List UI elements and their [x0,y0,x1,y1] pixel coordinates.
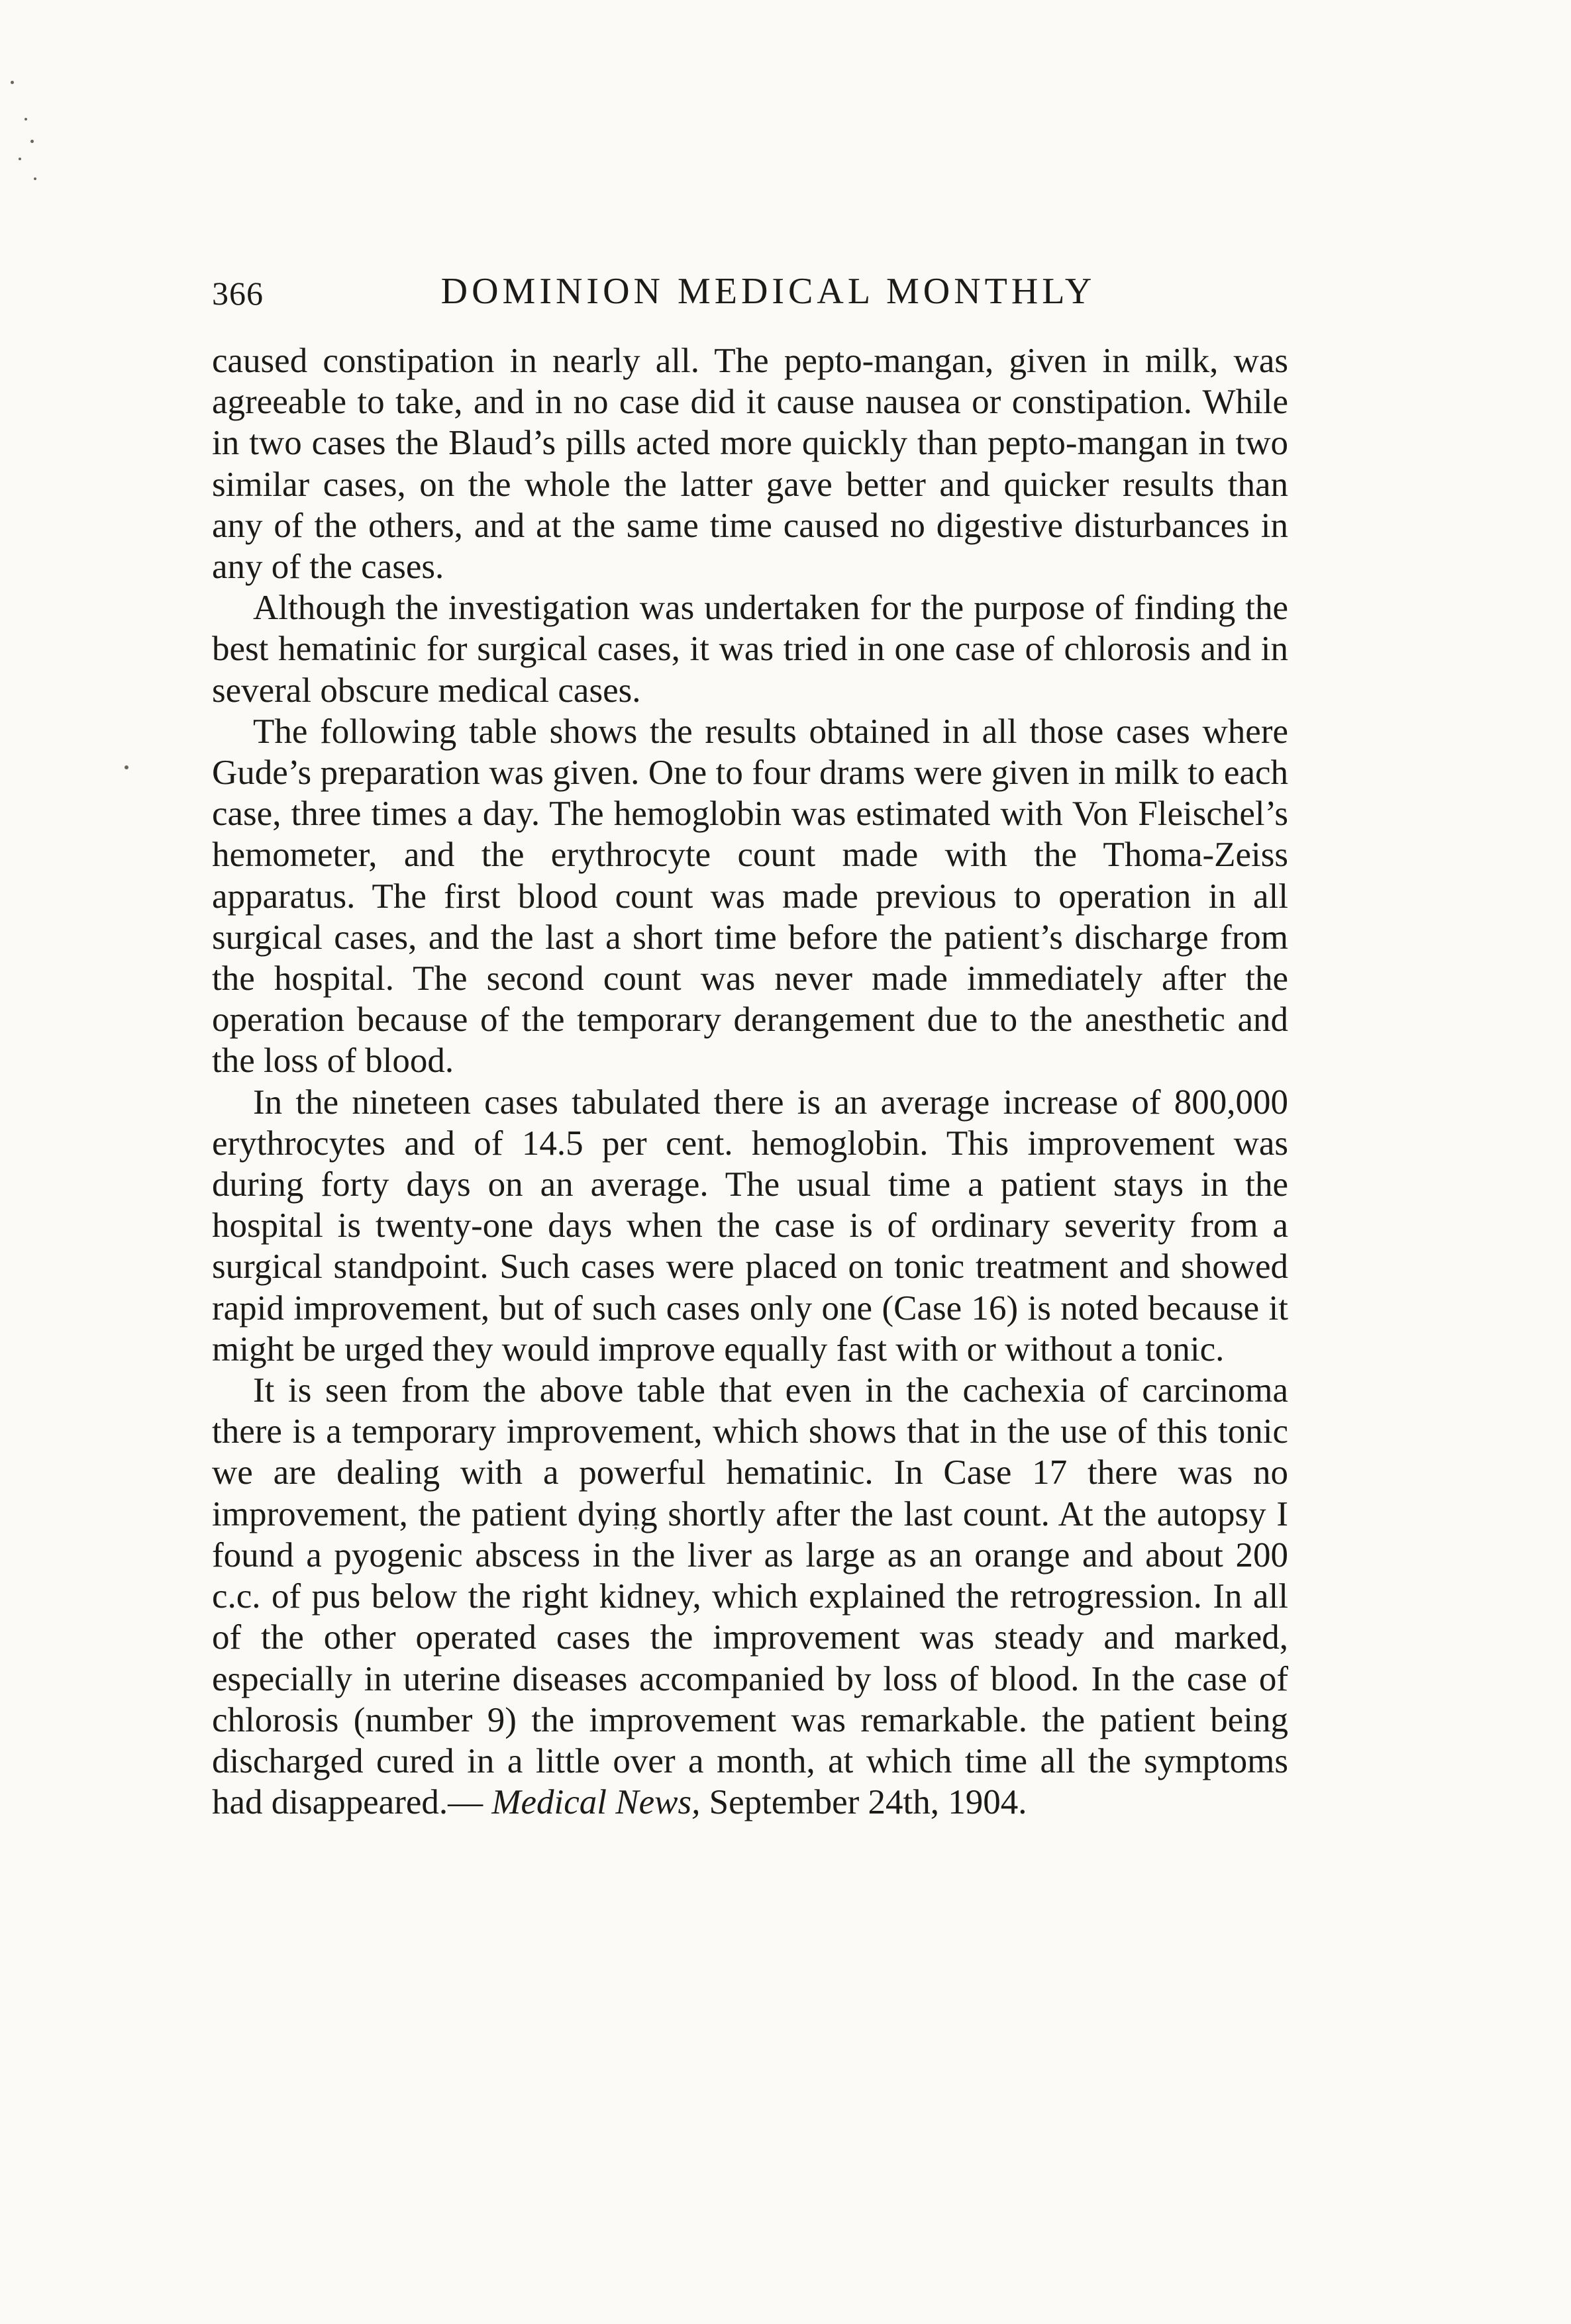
scan-speck [25,118,27,121]
body-paragraph: The following table shows the results obtained in all those cases where Gude’s preparation was given. One to four drams were given in milk to each case, three times a day. The hemoglobin was estimated with Von Fleischel’s hemometer, and the erythrocyte count made with the Thoma-Zeiss apparatus. The first blood count was made previous to operation in all surgical cases, and the last a short time before the patient’s discharge from the hospital. The second count was never made immediately after the operation because of the temporary derangement due to the anesthetic and the loss of blood. [212,712,1288,1081]
citation-source: Medical News, [491,1783,701,1822]
page-number: 366 [212,275,264,312]
body-paragraph: caused constipation in nearly all. The pepto-mangan, given in milk, was agreeable to take, and in no case did it cause nausea or constipation. While in two cases the Blaud’s pills acted more quickly than pepto-mangan in two similar cases, on the whole the latter gave better and quicker results than any of the others, and at the same time caused no digestive disturbances in any of the cases. [212,342,1288,587]
running-title: DOMINION MEDICAL MONTHLY [440,271,1096,312]
body-paragraph: In the nineteen cases tabulated there is an average increase of 800,000 erythrocytes and of 14.5 per cent. hemoglobin. This improvement was during forty days on an average. The usual time a patient stays in the hospital is twenty-one days when the case is of ordinary severity from a surgical standpoint. Such cases were placed on tonic treatment and showed rapid improvement, but of such cases only one (Case 16) is noted because it might be urged they would improve equally fast with or without a tonic. [212,1083,1288,1369]
citation-date: September 24th, 1904. [700,1783,1027,1822]
scan-speck [125,765,128,769]
scan-speck [30,140,34,143]
scan-speck [34,177,36,180]
scan-speck [11,81,14,84]
closing-paragraph [212,1370,1288,1823]
body-paragraph: Although the investigation was undertaken for the purpose of finding the best hematinic for surgical cases, it was tried in one case of chlorosis and in several obscure medical cases. [212,589,1288,710]
scan-speck [19,158,21,160]
article-body [212,340,1288,1823]
page-header [212,270,1325,323]
closing-paragraph-text: It is seen from the above table that even in the cachexia of carcinoma there is a temporary improvement, which shows that in the use of this tonic we are dealing with a powerful hematinic. In Case 17 there was no improvement, the patient dying shortly after the last count. At the autopsy I found a pyogenic abscess in the liver as large as an orange and about 200 c.c. of pus below the right kidney, which explained the retrogression. In all of the other operated cases the improvement was steady and marked, especially in uterine diseases accompanied by loss of blood. In the case of chlorosis (number 9) the improvement was remarkable. the patient being discharged cured in a little over a month, at which time all the symptoms had disappeared.— [212,1371,1288,1822]
